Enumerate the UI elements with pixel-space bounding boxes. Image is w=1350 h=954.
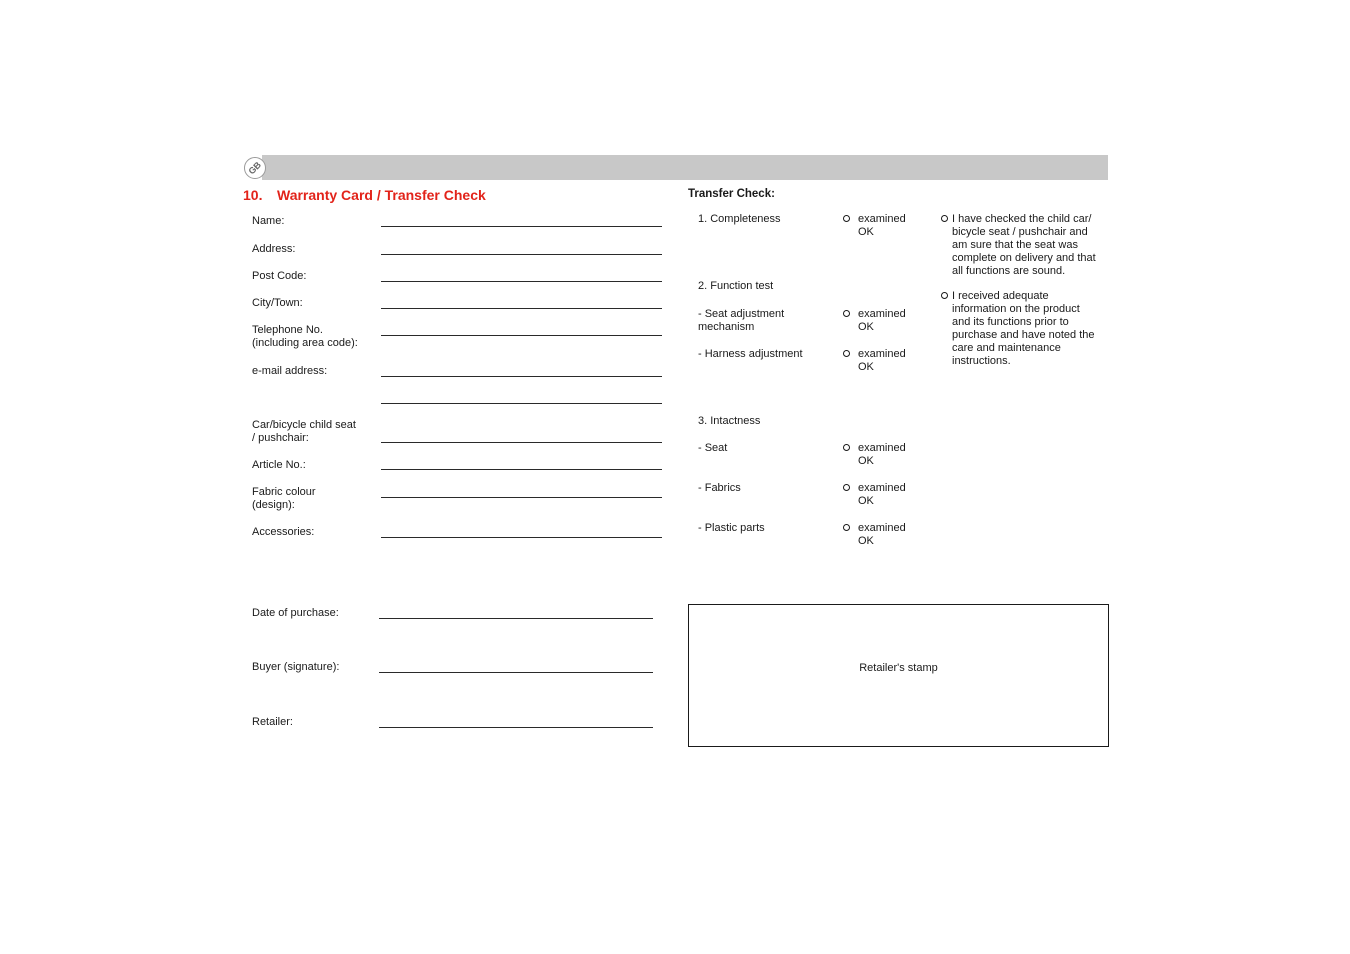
statement-2-text: I received adequate information on the product and its functions prior to purchase and have noted the care and maintenance instructions. <box>952 290 1095 367</box>
field-label-city: City/Town: <box>252 297 303 309</box>
statement-1-text: I have checked the child car/ bicycle seat / pushchair and am sure that the seat was complete on delivery and that all functions are sound. <box>952 213 1096 277</box>
check-plastic-parts-label: - Plastic parts <box>698 522 765 534</box>
field-label-post-code: Post Code: <box>252 270 307 282</box>
retailer-stamp-label: Retailer's stamp <box>859 662 938 674</box>
field-line-article-no[interactable] <box>381 469 662 470</box>
fabrics-status: examined OK <box>858 482 906 507</box>
check-function-test-label: 2. Function test <box>698 280 774 292</box>
header-bar <box>262 155 1108 180</box>
seat-status: examined OK <box>858 442 906 467</box>
field-line-post-code[interactable] <box>381 281 662 282</box>
field-line-email-extra[interactable] <box>381 403 662 404</box>
field-line-name[interactable] <box>381 226 662 227</box>
retailer-stamp-box[interactable] <box>688 604 1109 747</box>
statement-2-radio[interactable] <box>941 292 948 299</box>
check-completeness-label: 1. Completeness <box>698 213 781 225</box>
field-line-date-of-purchase[interactable] <box>379 618 653 619</box>
field-line-retailer[interactable] <box>379 727 653 728</box>
field-label-article-no: Article No.: <box>252 459 306 471</box>
check-intactness-label: 3. Intactness <box>698 415 761 427</box>
field-label-buyer-signature: Buyer (signature): <box>252 661 340 673</box>
field-label-address: Address: <box>252 243 296 255</box>
field-line-fabric-colour[interactable] <box>381 497 662 498</box>
field-line-city[interactable] <box>381 308 662 309</box>
field-line-product[interactable] <box>381 442 662 443</box>
field-label-fabric-colour: Fabric colour (design): <box>252 486 316 511</box>
harness-adjustment-radio[interactable] <box>843 350 850 357</box>
field-label-accessories: Accessories: <box>252 526 315 538</box>
field-line-buyer-signature[interactable] <box>379 672 653 673</box>
field-label-product: Car/bicycle child seat / pushchair: <box>252 419 356 444</box>
field-line-accessories[interactable] <box>381 537 662 538</box>
statement-1-radio[interactable] <box>941 215 948 222</box>
transfer-check-title: Transfer Check: <box>688 188 775 200</box>
field-label-date-of-purchase: Date of purchase: <box>252 607 339 619</box>
field-line-email[interactable] <box>381 376 662 377</box>
field-line-telephone[interactable] <box>381 335 662 336</box>
field-label-name: Name: <box>252 215 285 227</box>
completeness-radio[interactable] <box>843 215 850 222</box>
harness-adjustment-status: examined OK <box>858 348 906 373</box>
section-title: Warranty Card / Transfer Check <box>277 187 486 203</box>
seat-adjustment-radio[interactable] <box>843 310 850 317</box>
field-label-retailer: Retailer: <box>252 716 293 728</box>
field-label-telephone: Telephone No. (including area code): <box>252 324 358 349</box>
language-badge-text: GB <box>246 159 264 177</box>
plastic-parts-radio[interactable] <box>843 524 850 531</box>
seat-radio[interactable] <box>843 444 850 451</box>
plastic-parts-status: examined OK <box>858 522 906 547</box>
seat-adjustment-status: examined OK <box>858 308 906 333</box>
check-seat-adjustment-label: - Seat adjustment mechanism <box>698 308 785 333</box>
check-seat-label: - Seat <box>698 442 728 454</box>
field-label-email: e-mail address: <box>252 365 328 377</box>
check-harness-adjustment-label: - Harness adjustment <box>698 348 803 360</box>
check-fabrics-label: - Fabrics <box>698 482 741 494</box>
language-badge <box>244 157 266 179</box>
fabrics-radio[interactable] <box>843 484 850 491</box>
completeness-status: examined OK <box>858 213 906 238</box>
section-number: 10. <box>243 187 263 203</box>
field-line-address[interactable] <box>381 254 662 255</box>
